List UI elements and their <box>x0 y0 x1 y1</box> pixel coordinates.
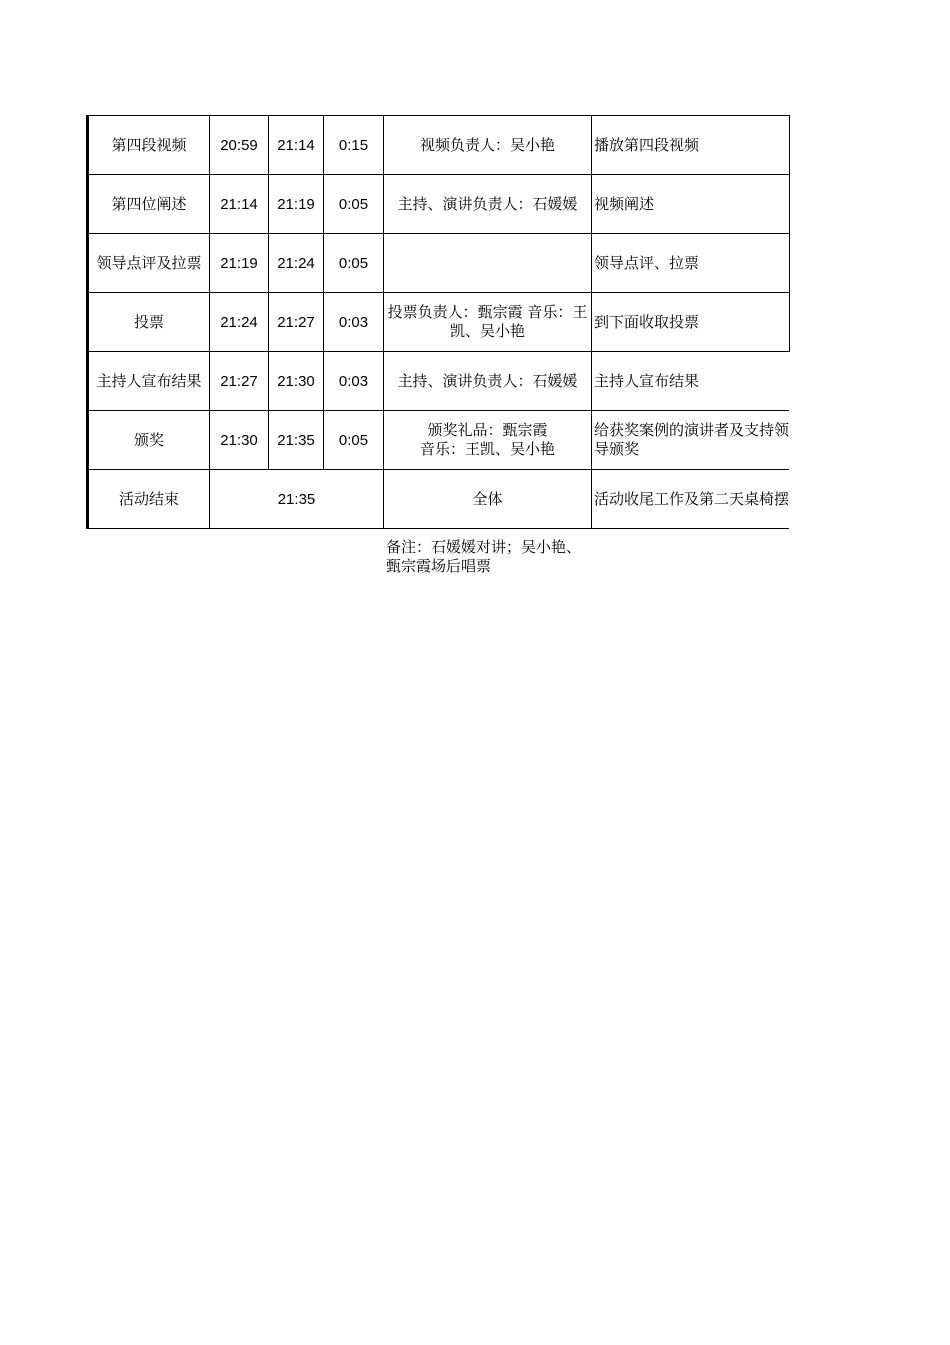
table-row <box>88 116 790 175</box>
content-cell: 领导点评、拉票 <box>592 234 790 293</box>
schedule-table-wrap <box>86 115 790 529</box>
content-cell: 主持人宣布结果 <box>592 352 790 411</box>
table-row <box>88 352 790 411</box>
end-time-cell: 21:30 <box>269 352 324 411</box>
end-time-cell: 21:14 <box>269 116 324 175</box>
owner-cell: 全体 <box>384 470 592 529</box>
end-time-cell: 21:19 <box>269 175 324 234</box>
end-time-cell: 21:35 <box>269 411 324 470</box>
end-time-cell: 21:24 <box>269 234 324 293</box>
item-cell: 投票 <box>88 293 210 352</box>
start-time-cell: 21:30 <box>210 411 269 470</box>
content-cell: 播放第四段视频 <box>592 116 790 175</box>
owner-cell: 主持、演讲负责人：石媛媛 <box>384 352 592 411</box>
item-cell: 第四段视频 <box>88 116 210 175</box>
table-row <box>88 411 790 470</box>
time-cell: 21:35 <box>210 470 384 529</box>
schedule-table <box>86 115 790 529</box>
owner-cell: 视频负责人：吴小艳 <box>384 116 592 175</box>
note-text: 备注：石媛媛对讲；吴小艳、甄宗霞场后唱票 <box>386 538 582 575</box>
owner-cell: 主持、演讲负责人：石媛媛 <box>384 175 592 234</box>
owner-cell <box>384 411 592 470</box>
owner-line: 颁奖礼品：甄宗霞 <box>427 421 548 439</box>
item-cell: 第四位阐述 <box>88 175 210 234</box>
duration-cell: 0:03 <box>324 352 384 411</box>
content-cell: 视频阐述 <box>592 175 790 234</box>
item-cell: 颁奖 <box>88 411 210 470</box>
duration-cell: 0:15 <box>324 116 384 175</box>
start-time-cell: 20:59 <box>210 116 269 175</box>
start-time-cell: 21:19 <box>210 234 269 293</box>
table-row <box>88 470 790 529</box>
content-cell: 到下面收取投票 <box>592 293 790 352</box>
duration-cell: 0:05 <box>324 234 384 293</box>
start-time-cell: 21:24 <box>210 293 269 352</box>
owner-line: 音乐：王凯、吴小艳 <box>419 440 555 458</box>
item-cell: 领导点评及拉票 <box>88 234 210 293</box>
duration-cell: 0:05 <box>324 175 384 234</box>
item-cell: 活动结束 <box>88 470 210 529</box>
content-cell: 活动收尾工作及第二天桌椅摆 <box>592 470 790 529</box>
end-time-cell: 21:27 <box>269 293 324 352</box>
owner-cell <box>384 234 592 293</box>
table-row <box>88 234 790 293</box>
start-time-cell: 21:14 <box>210 175 269 234</box>
duration-cell: 0:03 <box>324 293 384 352</box>
table-row <box>88 175 790 234</box>
owner-cell: 投票负责人：甄宗霞 音乐：王凯、吴小艳 <box>384 293 592 352</box>
duration-cell: 0:05 <box>324 411 384 470</box>
item-cell: 主持人宣布结果 <box>88 352 210 411</box>
content-cell: 给获奖案例的演讲者及支持领导颁奖 <box>592 411 790 470</box>
table-row <box>88 293 790 352</box>
start-time-cell: 21:27 <box>210 352 269 411</box>
